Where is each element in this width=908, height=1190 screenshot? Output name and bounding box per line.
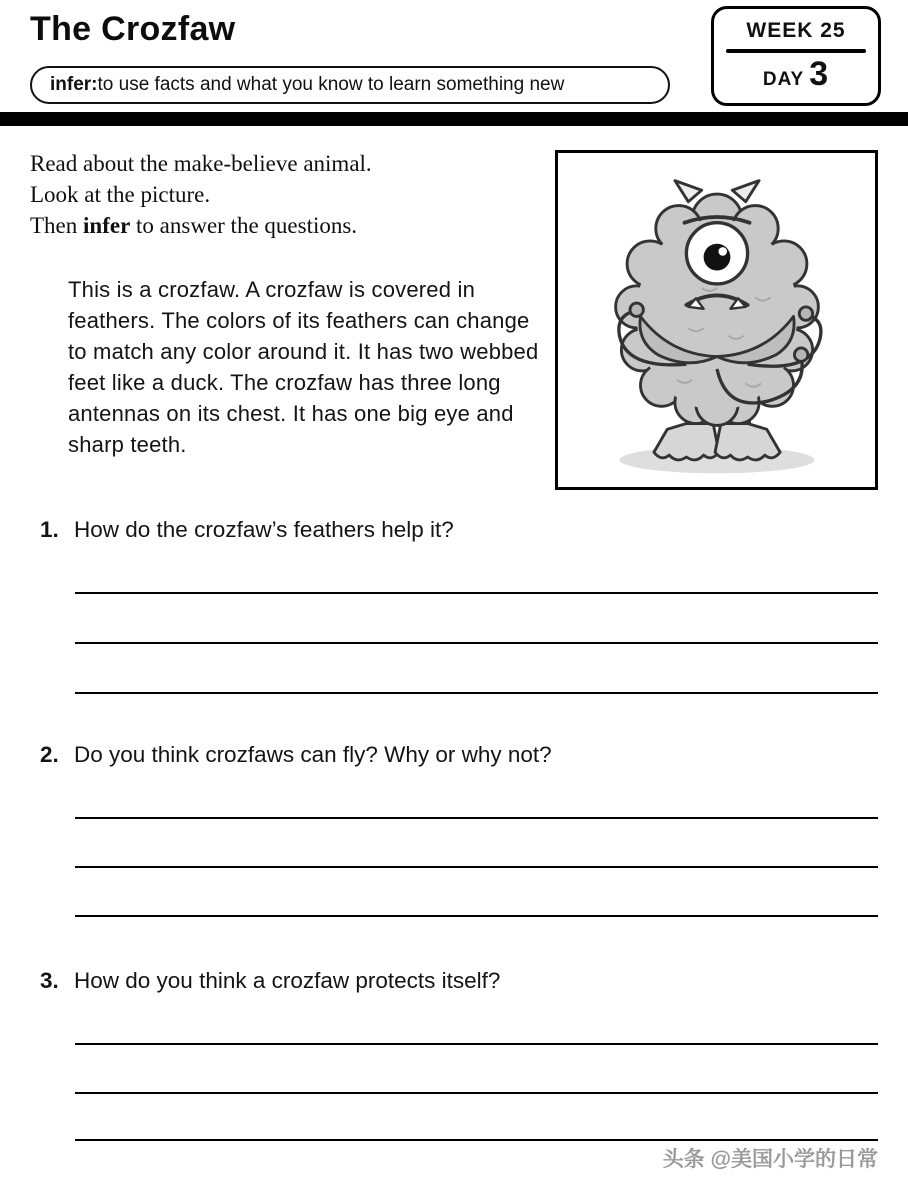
question-3 [40, 968, 500, 994]
day-label: DAY [762, 69, 805, 90]
instruction-line-3-bold: infer [83, 213, 131, 238]
answer-line[interactable] [75, 817, 878, 819]
instruction-line-3-suffix: to answer the questions. [130, 213, 358, 238]
question-2-text: Do you think crozfaws can fly? Why or why not? [74, 742, 552, 767]
week-day-divider [726, 49, 866, 53]
question-1-number: 1. [40, 517, 59, 542]
instruction-line-2: Look at the picture. [30, 182, 211, 207]
reading-passage: This is a crozfaw. A crozfaw is covered in feathers. The colors of its feathers can change to match any color around it. It has two webbed feet like a duck. The crozfaw has three long antennas on its chest. It has one big eye and sharp teeth. [68, 277, 539, 457]
instruction-line-1: Read about the make-believe animal. [30, 151, 372, 176]
answer-line[interactable] [75, 915, 878, 917]
week-day-badge [711, 6, 881, 106]
illustration-frame [555, 150, 878, 490]
header-black-band [0, 112, 908, 126]
week-label: WEEK 25 [746, 19, 846, 42]
answer-line[interactable] [75, 1139, 878, 1141]
instructions-block [30, 148, 372, 241]
question-3-number: 3. [40, 968, 59, 993]
answer-line[interactable] [75, 642, 878, 644]
instruction-line-3-prefix: Then [30, 213, 84, 238]
answer-line[interactable] [75, 1092, 878, 1094]
question-3-text: How do you think a crozfaw protects itself? [74, 968, 501, 993]
watermark-text: 头条 @美国小学的日常 [662, 1148, 878, 1171]
question-2 [40, 742, 552, 768]
instruction-line-3 [30, 210, 372, 241]
vocab-definition-pill [30, 66, 670, 104]
answer-line[interactable] [75, 692, 878, 694]
crozfaw-monster-illustration [573, 173, 861, 479]
vocab-term: infer: [50, 74, 98, 95]
question-1 [40, 517, 454, 543]
answer-line[interactable] [75, 592, 878, 594]
answer-line[interactable] [75, 866, 878, 868]
question-1-text: How do the crozfaw’s feathers help it? [74, 517, 454, 542]
day-row [724, 57, 868, 97]
answer-line[interactable] [75, 1043, 878, 1045]
page-title: The Crozfaw [30, 10, 236, 48]
question-2-number: 2. [40, 742, 59, 767]
vocab-definition: to use facts and what you know to learn something new [97, 74, 565, 95]
day-number: 3 [809, 55, 830, 93]
